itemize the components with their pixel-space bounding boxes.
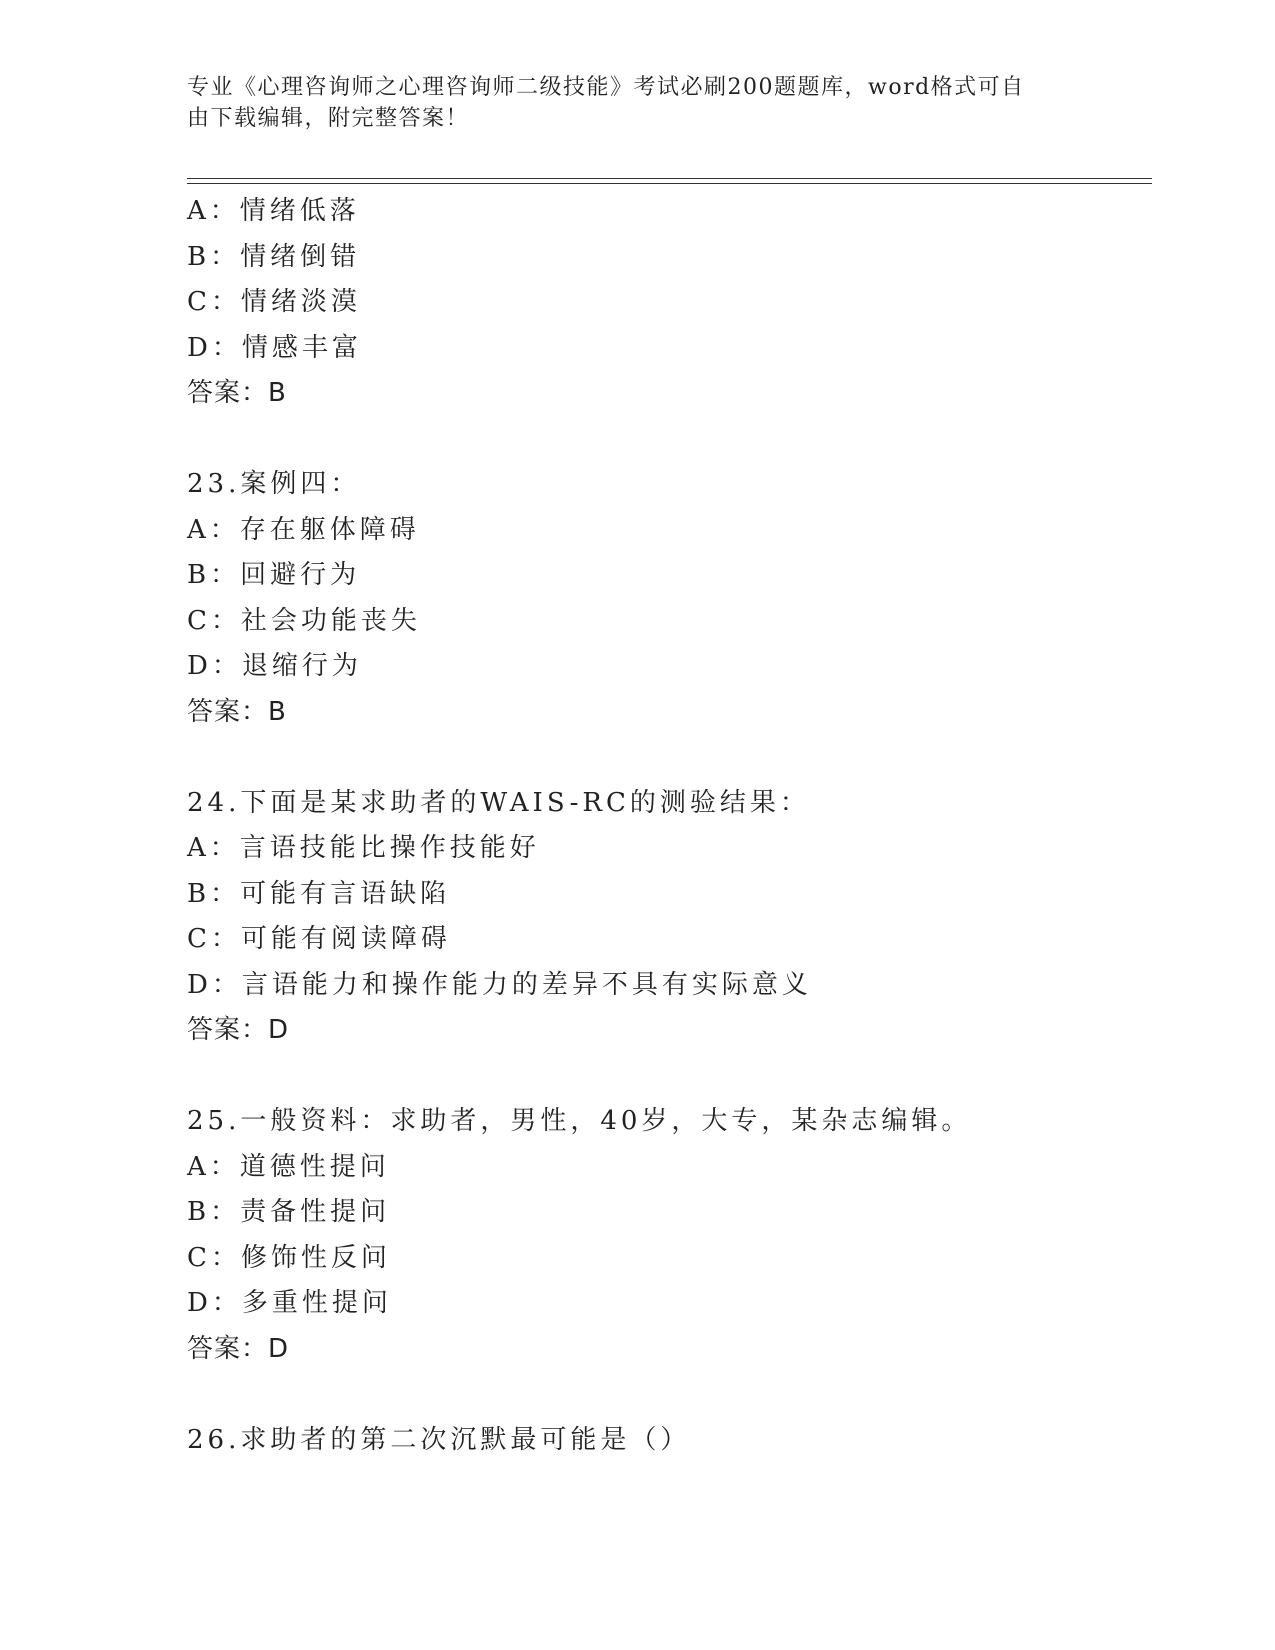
question-list bbox=[187, 189, 1152, 1463]
spacer bbox=[187, 417, 1152, 463]
option-c: C：修饰性反问 bbox=[187, 1242, 391, 1273]
answer-text: 答案：B bbox=[187, 696, 287, 727]
option-a: A：存在躯体障碍 bbox=[187, 514, 420, 545]
answer-text: 答案：B bbox=[187, 378, 287, 408]
question-text: 26.求助者的第二次沉默最可能是（） bbox=[187, 1424, 691, 1455]
option-c: C：社会功能丧失 bbox=[187, 605, 421, 636]
option-a: A：言语技能比操作技能好 bbox=[187, 833, 540, 863]
question-block bbox=[187, 1418, 1152, 1464]
question-block bbox=[187, 462, 1152, 735]
option-b: B：情绪倒错 bbox=[187, 241, 361, 272]
answer-text: 答案：D bbox=[187, 1333, 290, 1364]
option-b: B：可能有言语缺陷 bbox=[187, 878, 451, 909]
option-d: D：退缩行为 bbox=[187, 651, 362, 681]
option-c: C：情绪淡漠 bbox=[187, 287, 361, 317]
option-c: C：可能有阅读障碍 bbox=[187, 924, 451, 954]
spacer bbox=[187, 735, 1152, 781]
question-block bbox=[187, 781, 1152, 1054]
spacer bbox=[187, 1372, 1152, 1418]
question-block bbox=[187, 189, 1152, 417]
question-text: 23.案例四： bbox=[187, 469, 361, 499]
question-text: 25.一般资料：求助者，男性，40岁，大专，某杂志编辑。 bbox=[187, 1106, 972, 1136]
option-d: D：情感丰富 bbox=[187, 332, 362, 363]
spacer bbox=[187, 1054, 1152, 1100]
option-a: A：情绪低落 bbox=[187, 196, 360, 226]
document-header bbox=[187, 72, 1067, 134]
option-d: D：言语能力和操作能力的差异不具有实际意义 bbox=[187, 969, 812, 1000]
header-line-1: 专业《心理咨询师之心理咨询师二级技能》考试必刷200题题库，word格式可自 bbox=[187, 75, 1025, 100]
option-b: B：回避行为 bbox=[187, 560, 361, 590]
question-text: 24.下面是某求助者的WAIS-RC的测验结果： bbox=[187, 787, 810, 818]
question-block bbox=[187, 1099, 1152, 1372]
option-b: B：责备性提问 bbox=[187, 1197, 391, 1227]
header-rule-bottom bbox=[187, 183, 1152, 184]
option-d: D：多重性提问 bbox=[187, 1288, 392, 1318]
option-a: A：道德性提问 bbox=[187, 1151, 390, 1182]
answer-text: 答案：D bbox=[187, 1015, 290, 1045]
header-line-2: 由下载编辑，附完整答案！ bbox=[187, 106, 470, 131]
header-rule-top bbox=[187, 178, 1152, 179]
